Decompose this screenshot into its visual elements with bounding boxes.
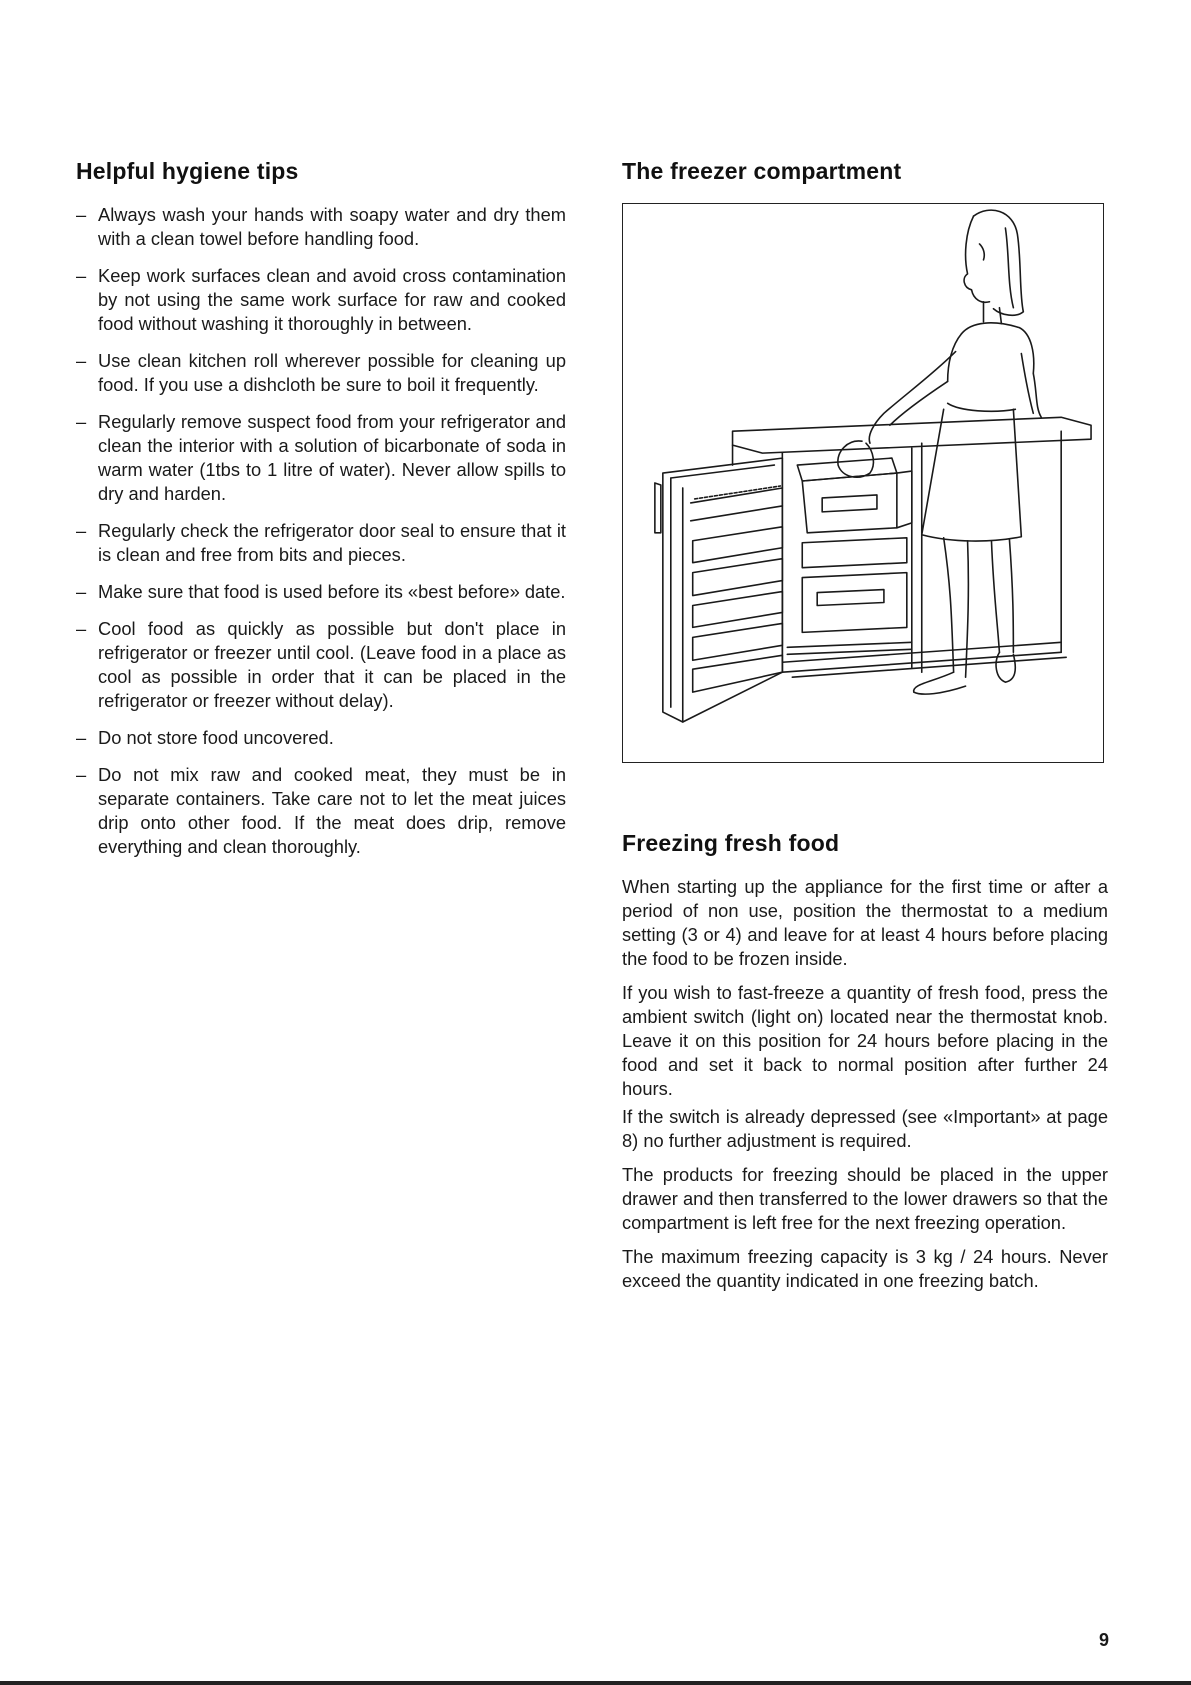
freezing-fresh-food-section — [622, 830, 1108, 1303]
freezer-compartment-heading: The freezer compartment — [622, 158, 902, 184]
list-item: – Cool food as quickly as possible but don't place in refrigerator or freezer until cool. (Leave food in a place as cool as possible in order that it can be placed in the refrigerator or freezer without delay). — [76, 617, 566, 713]
page-number: 9 — [1098, 1630, 1109, 1650]
bottom-rule — [0, 1681, 1191, 1685]
hygiene-tips-list — [76, 203, 566, 859]
freezing-paragraph: If the switch is already depressed (see «Important» at page 8) no further adjustment is required. — [622, 1106, 1108, 1151]
hygiene-tips-section — [76, 158, 566, 872]
freezing-paragraph: If you wish to fast-freeze a quantity of fresh food, press the ambient switch (light on) located near the thermostat knob. Leave it on this position for 24 hours before placing in the food and set it back to normal position after further 24 hours. — [622, 982, 1108, 1099]
freezer-compartment-section — [622, 158, 1110, 763]
list-item: – Make sure that food is used before its «best before» date. — [76, 580, 566, 604]
list-item: – Do not mix raw and cooked meat, they must be in separate containers. Take care not to let the meat juices drip onto other food. If the meat does drip, remove everything and clean thoroughly. — [76, 763, 566, 859]
list-item: – Regularly remove suspect food from your refrigerator and clean the interior with a solution of bicarbonate of soda in warm water (1tbs to 1 litre of water). Never allow spills to dry and harden. — [76, 410, 566, 506]
woman-at-freezer-illustration — [622, 203, 1104, 763]
list-item: – Always wash your hands with soapy water and dry them with a clean towel before handling food. — [76, 203, 566, 251]
hygiene-tips-heading: Helpful hygiene tips — [76, 158, 299, 184]
freezing-paragraph: The maximum freezing capacity is 3 kg / 24 hours. Never exceed the quantity indicated in one freezing batch. — [622, 1246, 1108, 1291]
list-item: – Regularly check the refrigerator door seal to ensure that it is clean and free from bits and pieces. — [76, 519, 566, 567]
list-item: – Use clean kitchen roll wherever possible for cleaning up food. If you use a dishcloth be sure to boil it frequently. — [76, 349, 566, 397]
list-item: – Keep work surfaces clean and avoid cross contamination by not using the same work surface for raw and cooked food without washing it thoroughly in between. — [76, 264, 566, 336]
freezing-paragraph: When starting up the appliance for the first time or after a period of non use, position the thermostat to a medium setting (3 or 4) and leave for at least 4 hours before placing the food to be frozen inside. — [622, 876, 1108, 969]
list-item: – Do not store food uncovered. — [76, 726, 566, 750]
freezing-paragraph: The products for freezing should be placed in the upper drawer and then transferred to the lower drawers so that the compartment is left free for the next freezing operation. — [622, 1164, 1108, 1233]
freezing-fresh-food-heading: Freezing fresh food — [622, 830, 840, 856]
